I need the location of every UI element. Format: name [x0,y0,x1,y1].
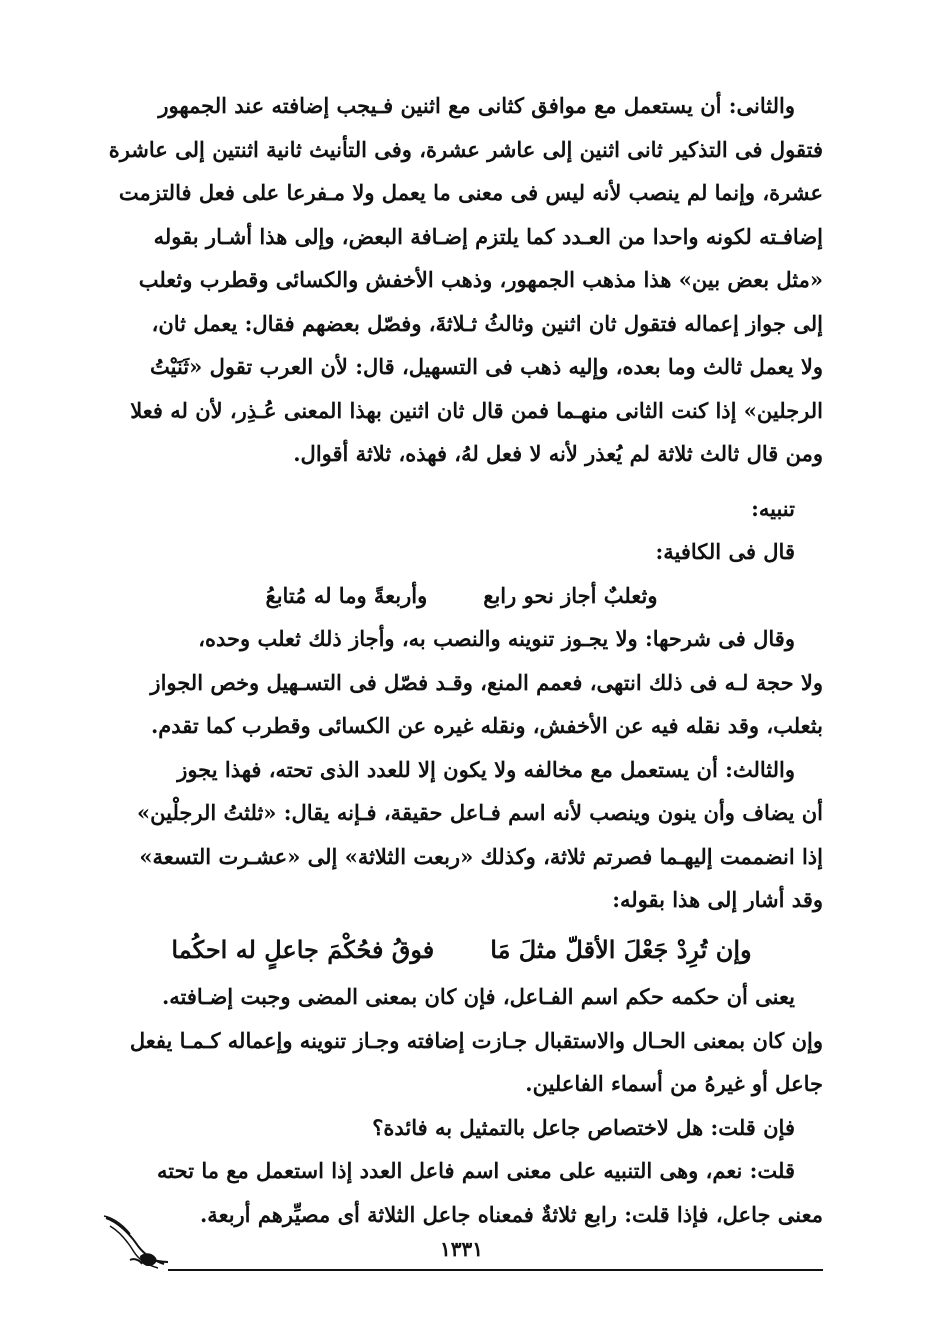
paragraph-line: والثانى: أن يستعمل مع موافق كثانى مع اثنين فـيجب إضافته عند الجمهور [158,93,795,118]
page-body [100,84,823,1236]
verse-first-hemistich: وثعلبٌ أجاز نحو رابع [483,582,658,608]
paragraph-line: إلى جواز إعماله فتقول ثان اثنين وثالثُ ثـلاثةَ، وفصّل بعضهم فقال: يعمل ثان، [151,310,823,336]
paragraph-line: ومن قال ثالث ثلاثة لم يُعذر لأنه لا فعل لهُ، فهذه، ثلاثة أقوال. [293,441,823,466]
paragraph-line: عشرة، وإنما لم ينصب لأنه ليس فى معنى ما يعمل ولا مـفرعا على فعل فالتزمت [118,180,823,205]
paragraph-line: وإن كان بمعنى الحـال والاستقبال جـازت إضافته وجـاز تنوينه وإعماله كـمـا يفعل [129,1027,823,1053]
paragraph-line: معنى جاعل، فإذا قلت: رابع ثلاثةٌ فمعناه جاعل الثلاثة أى مصيِّرهم أربعة. [200,1201,823,1227]
paragraph-line: وقال فى شرحها: ولا يجـوز تنوينه والنصب به، وأجاز ذلك ثعلب وحده، [198,626,795,651]
paragraph-line: جاعل أو غيرهُ من أسماء الفاعلين. [525,1071,823,1096]
paragraph-line: يعنى أن حكمه حكم اسم الفـاعل، فإن كان بمعنى المضى وجبت إضـافته. [161,984,795,1009]
paragraph-line: إضافـته لكونه واحدا من العـدد كما يلتزم إضـافة البعض، وإلى هذا أشـار بقوله [153,223,823,249]
verse-first-hemistich: وإن تُرِدْ جَعْلَ الأقلّ مثلَ مَا [490,934,752,964]
paragraph-line: الرجلين» إذا كنت الثانى منهـما فمن قال ثان اثنين بهذا المعنى عُـذِر، لأن له فعلا [130,397,823,423]
verse-couplet-1 [100,574,823,618]
paragraph-line: أن يضاف وأن ينون وينصب لأنه اسم فـاعل حقيقة، فـإنه يقال: «ثلثتُ الرجلْين» [137,800,823,825]
verse-second-hemistich: وأربعةً وما له مُتابعُ [265,582,428,608]
paragraph-line: فتقول فى التذكير ثانى اثنين إلى عاشر عشرة، وفى التأنيث ثانية اثنتين إلى عاشرة [108,136,823,162]
page-number: ١٣٣١ [440,1237,483,1261]
paragraph-line: ولا حجة لـه فى ذلك انتهى، فعمم المنع، وقـد فصّل فى التسـهيل وخص الجواز [150,669,823,695]
paragraph-line: بثعلب، وقد نقله فيه عن الأخفش، ونقله غيره عن الكسائى وقطرب كما تقدم. [150,713,823,738]
section-heading-tanbih: تنبيه: [751,495,795,521]
verse-second-hemistich: فوقُ فحُكْمَ جاعلٍ له احكُما [171,934,435,964]
verse-couplet-2 [100,928,823,972]
paragraph-line: ولا يعمل ثالث وما بعده، وإليه ذهب فى التسهيل، قال: لأن العرب تقول «ثَنَيْتُ [150,354,823,379]
kafiya-intro: قال فى الكافية: [655,539,795,564]
paragraph-line: قلت: نعم، وهى التنبيه على معنى اسم فاعل العدد إذا استعمل مع ما تحته [157,1158,795,1183]
paragraph-line: إذا انضممت إليهـما فصرتم ثلاثة، وكذلك «ربعت الثلاثة» إلى «عشـرت التسعة» [139,843,823,869]
footer-rule [168,1269,823,1271]
paragraph-line: وقد أشار إلى هذا بقوله: [612,887,823,912]
page-footer [100,1212,823,1282]
paragraph-line: «مثل بعض بين» هذا مذهب الجمهور، وذهب الأخفش والكسائى وقطرب وثعلب [138,267,823,292]
paragraph-line: والثالث: أن يستعمل مع مخالفه ولا يكون إلا للعدد الذى تحته، فهذا يجوز [177,756,795,782]
question-line: فإن قلت: هل لاختصاص جاعل بالتمثيل به فائدة؟ [372,1114,795,1140]
